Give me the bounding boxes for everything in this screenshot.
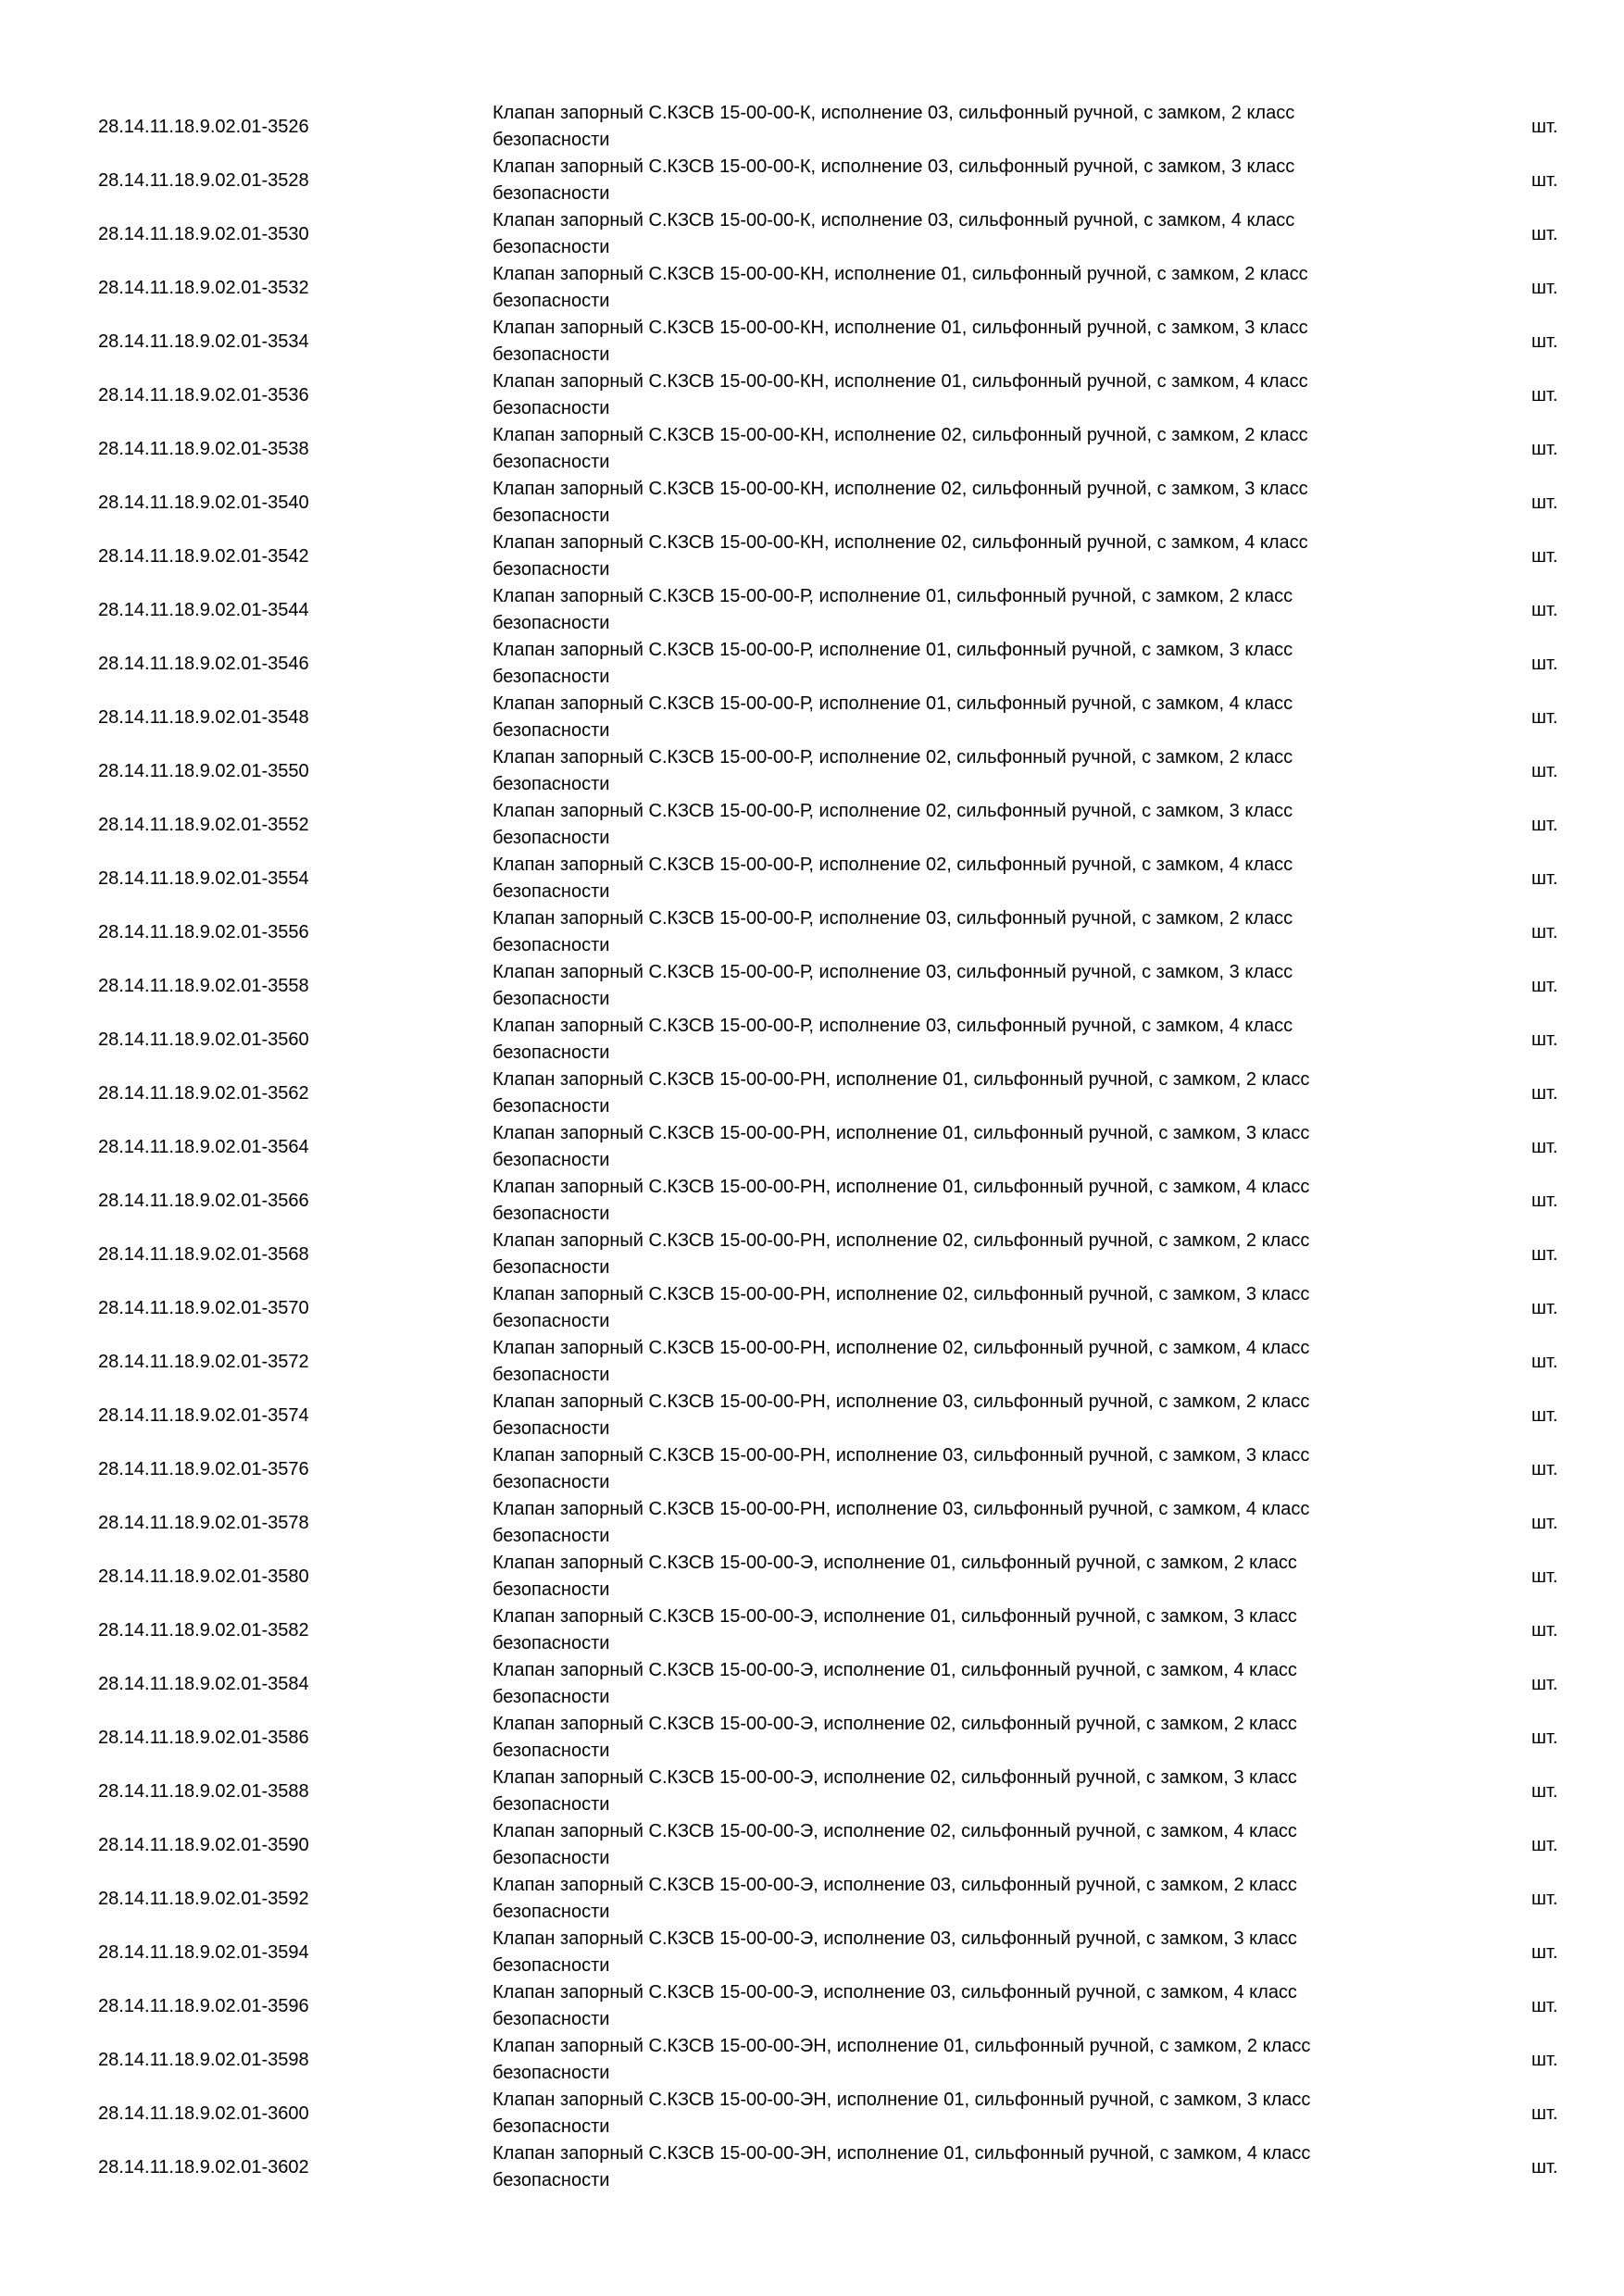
item-description [493, 2087, 1409, 2140]
item-description-line-2: безопасности [493, 1365, 610, 1385]
item-description-line-2: безопасности [493, 2009, 610, 2029]
list-item [0, 744, 1624, 798]
item-unit: шт. [1531, 2103, 1558, 2124]
item-description-line-2: безопасности [493, 1794, 610, 1815]
item-description-line-1: Клапан запорный С.КЗСВ 15-00-00-Р, исполнение 03, сильфонный ручной, с замком, 4 класс [493, 1016, 1293, 1036]
item-description-line-2: безопасности [493, 291, 610, 311]
item-code: 28.14.11.18.9.02.01-3570 [98, 1298, 309, 1318]
list-item [0, 852, 1624, 905]
item-description-line-2: безопасности [493, 667, 610, 687]
list-item [0, 1550, 1624, 1603]
list-item [0, 1389, 1624, 1442]
document-page [0, 100, 1624, 2194]
list-item [0, 1442, 1624, 1496]
item-code: 28.14.11.18.9.02.01-3536 [98, 385, 309, 406]
item-description [493, 1228, 1409, 1281]
item-description [493, 1335, 1409, 1389]
item-unit: шт. [1531, 1083, 1558, 1104]
item-unit: шт. [1531, 117, 1558, 137]
item-description [493, 1174, 1409, 1228]
item-description [493, 422, 1409, 476]
item-description-line-2: безопасности [493, 452, 610, 472]
item-description-line-1: Клапан запорный С.КЗСВ 15-00-00-КН, исполнение 01, сильфонный ручной, с замком, 2 класс [493, 264, 1308, 284]
item-description-line-1: Клапан запорный С.КЗСВ 15-00-00-РН, исполнение 02, сильфонный ручной, с замком, 3 класс [493, 1284, 1310, 1304]
item-code: 28.14.11.18.9.02.01-3526 [98, 117, 309, 137]
item-description-line-1: Клапан запорный С.КЗСВ 15-00-00-Р, исполнение 03, сильфонный ручной, с замком, 3 класс [493, 962, 1293, 982]
list-item [0, 1228, 1624, 1281]
item-code: 28.14.11.18.9.02.01-3556 [98, 922, 309, 942]
item-unit: шт. [1531, 224, 1558, 244]
list-item [0, 1926, 1624, 1979]
item-code: 28.14.11.18.9.02.01-3546 [98, 654, 309, 674]
item-description-line-1: Клапан запорный С.КЗСВ 15-00-00-Э, исполнение 03, сильфонный ручной, с замком, 3 класс [493, 1928, 1297, 1949]
item-code: 28.14.11.18.9.02.01-3548 [98, 707, 309, 728]
item-description-line-2: безопасности [493, 1848, 610, 1868]
item-description [493, 1979, 1409, 2033]
item-description [493, 1818, 1409, 1872]
list-item [0, 422, 1624, 476]
item-description-line-1: Клапан запорный С.КЗСВ 15-00-00-Р, исполнение 02, сильфонный ручной, с замком, 4 класс [493, 855, 1293, 875]
item-code: 28.14.11.18.9.02.01-3544 [98, 600, 309, 620]
item-code: 28.14.11.18.9.02.01-3590 [98, 1835, 309, 1855]
item-unit: шт. [1531, 761, 1558, 781]
item-description-line-2: безопасности [493, 1257, 610, 1278]
list-item [0, 261, 1624, 315]
item-description [493, 1550, 1409, 1603]
item-description [493, 476, 1409, 530]
item-unit: шт. [1531, 1405, 1558, 1426]
item-description-line-2: безопасности [493, 183, 610, 204]
item-unit: шт. [1531, 1191, 1558, 1211]
item-description-line-1: Клапан запорный С.КЗСВ 15-00-00-Э, исполнение 02, сильфонный ручной, с замком, 2 класс [493, 1714, 1297, 1734]
item-unit: шт. [1531, 868, 1558, 889]
item-unit: шт. [1531, 1137, 1558, 1157]
item-code: 28.14.11.18.9.02.01-3532 [98, 278, 309, 298]
item-description [493, 744, 1409, 798]
item-unit: шт. [1531, 1996, 1558, 2016]
list-item [0, 1067, 1624, 1120]
item-unit: шт. [1531, 1835, 1558, 1855]
item-unit: шт. [1531, 1781, 1558, 1802]
item-description [493, 1067, 1409, 1120]
item-description-line-1: Клапан запорный С.КЗСВ 15-00-00-КН, исполнение 01, сильфонный ручной, с замком, 3 класс [493, 318, 1308, 338]
item-description-line-1: Клапан запорный С.КЗСВ 15-00-00-КН, исполнение 02, сильфонный ручной, с замком, 2 класс [493, 425, 1308, 445]
item-list [0, 100, 1624, 2194]
item-code: 28.14.11.18.9.02.01-3584 [98, 1674, 309, 1694]
list-item [0, 637, 1624, 691]
item-unit: шт. [1531, 170, 1558, 191]
item-description-line-1: Клапан запорный С.КЗСВ 15-00-00-Э, исполнение 01, сильфонный ручной, с замком, 4 класс [493, 1660, 1297, 1680]
item-description-line-1: Клапан запорный С.КЗСВ 15-00-00-Р, исполнение 01, сильфонный ручной, с замком, 3 класс [493, 640, 1293, 660]
item-description-line-2: безопасности [493, 1741, 610, 1761]
item-unit: шт. [1531, 2050, 1558, 2070]
item-description-line-1: Клапан запорный С.КЗСВ 15-00-00-КН, исполнение 02, сильфонный ручной, с замком, 4 класс [493, 532, 1308, 553]
item-code: 28.14.11.18.9.02.01-3528 [98, 170, 309, 191]
item-code: 28.14.11.18.9.02.01-3552 [98, 815, 309, 835]
item-code: 28.14.11.18.9.02.01-3554 [98, 868, 309, 889]
item-description-line-1: Клапан запорный С.КЗСВ 15-00-00-Э, исполнение 01, сильфонный ручной, с замком, 3 класс [493, 1606, 1297, 1627]
item-unit: шт. [1531, 1298, 1558, 1318]
item-description [493, 1496, 1409, 1550]
list-item [0, 1335, 1624, 1389]
item-description-line-2: безопасности [493, 1472, 610, 1492]
item-code: 28.14.11.18.9.02.01-3538 [98, 439, 309, 459]
item-code: 28.14.11.18.9.02.01-3572 [98, 1352, 309, 1372]
item-description-line-2: безопасности [493, 2063, 610, 2083]
list-item [0, 1872, 1624, 1926]
item-description-line-2: безопасности [493, 613, 610, 633]
item-code: 28.14.11.18.9.02.01-3562 [98, 1083, 309, 1104]
item-description-line-1: Клапан запорный С.КЗСВ 15-00-00-К, исполнение 03, сильфонный ручной, с замком, 3 класс [493, 156, 1295, 177]
item-unit: шт. [1531, 493, 1558, 513]
item-description-line-2: безопасности [493, 1526, 610, 1546]
list-item [0, 905, 1624, 959]
list-item [0, 368, 1624, 422]
item-description-line-2: безопасности [493, 559, 610, 580]
item-description [493, 1442, 1409, 1496]
item-description-line-1: Клапан запорный С.КЗСВ 15-00-00-КН, исполнение 01, сильфонный ручной, с замком, 4 класс [493, 371, 1308, 392]
list-item [0, 1603, 1624, 1657]
item-unit: шт. [1531, 654, 1558, 674]
item-description [493, 1603, 1409, 1657]
item-description [493, 1389, 1409, 1442]
item-description [493, 852, 1409, 905]
item-description-line-2: безопасности [493, 1418, 610, 1439]
item-unit: шт. [1531, 546, 1558, 567]
item-code: 28.14.11.18.9.02.01-3542 [98, 546, 309, 567]
list-item [0, 315, 1624, 368]
item-description [493, 1657, 1409, 1711]
item-unit: шт. [1531, 1566, 1558, 1587]
item-unit: шт. [1531, 815, 1558, 835]
item-code: 28.14.11.18.9.02.01-3534 [98, 331, 309, 352]
item-description [493, 1872, 1409, 1926]
list-item [0, 530, 1624, 583]
item-description-line-2: безопасности [493, 1096, 610, 1117]
list-item [0, 1818, 1624, 1872]
item-description-line-1: Клапан запорный С.КЗСВ 15-00-00-РН, исполнение 01, сильфонный ручной, с замком, 4 класс [493, 1177, 1310, 1197]
list-item [0, 1281, 1624, 1335]
list-item [0, 798, 1624, 852]
item-unit: шт. [1531, 1620, 1558, 1641]
item-description [493, 100, 1409, 154]
item-description [493, 530, 1409, 583]
item-code: 28.14.11.18.9.02.01-3594 [98, 1942, 309, 1963]
item-description-line-1: Клапан запорный С.КЗСВ 15-00-00-Э, исполнение 03, сильфонный ручной, с замком, 2 класс [493, 1875, 1297, 1895]
item-unit: шт. [1531, 1889, 1558, 1909]
item-description-line-1: Клапан запорный С.КЗСВ 15-00-00-РН, исполнение 03, сильфонный ручной, с замком, 2 класс [493, 1391, 1310, 1412]
item-description [493, 1013, 1409, 1067]
list-item [0, 959, 1624, 1013]
item-description-line-1: Клапан запорный С.КЗСВ 15-00-00-ЭН, исполнение 01, сильфонный ручной, с замком, 2 класс [493, 2036, 1311, 2056]
item-unit: шт. [1531, 1459, 1558, 1479]
item-description-line-2: безопасности [493, 1902, 610, 1922]
item-description [493, 315, 1409, 368]
item-description [493, 261, 1409, 315]
item-description-line-2: безопасности [493, 774, 610, 794]
item-description-line-1: Клапан запорный С.КЗСВ 15-00-00-ЭН, исполнение 01, сильфонный ручной, с замком, 4 класс [493, 2143, 1311, 2164]
item-unit: шт. [1531, 1244, 1558, 1265]
item-unit: шт. [1531, 1029, 1558, 1050]
item-description-line-2: безопасности [493, 1042, 610, 1063]
item-code: 28.14.11.18.9.02.01-3592 [98, 1889, 309, 1909]
list-item [0, 154, 1624, 207]
item-description-line-1: Клапан запорный С.КЗСВ 15-00-00-К, исполнение 03, сильфонный ручной, с замком, 2 класс [493, 103, 1295, 123]
item-unit: шт. [1531, 2157, 1558, 2177]
list-item [0, 583, 1624, 637]
item-unit: шт. [1531, 439, 1558, 459]
item-description-line-1: Клапан запорный С.КЗСВ 15-00-00-Э, исполнение 01, сильфонный ручной, с замком, 2 класс [493, 1553, 1297, 1573]
item-code: 28.14.11.18.9.02.01-3574 [98, 1405, 309, 1426]
item-description-line-2: безопасности [493, 828, 610, 848]
item-code: 28.14.11.18.9.02.01-3560 [98, 1029, 309, 1050]
list-item [0, 1120, 1624, 1174]
item-description-line-1: Клапан запорный С.КЗСВ 15-00-00-РН, исполнение 03, сильфонный ручной, с замком, 4 класс [493, 1499, 1310, 1519]
item-unit: шт. [1531, 1513, 1558, 1533]
item-description-line-1: Клапан запорный С.КЗСВ 15-00-00-Р, исполнение 03, сильфонный ручной, с замком, 2 класс [493, 908, 1293, 929]
item-description [493, 1281, 1409, 1335]
item-description-line-2: безопасности [493, 344, 610, 365]
item-code: 28.14.11.18.9.02.01-3588 [98, 1781, 309, 1802]
item-description-line-1: Клапан запорный С.КЗСВ 15-00-00-Р, исполнение 01, сильфонный ручной, с замком, 4 класс [493, 693, 1293, 714]
item-description [493, 2140, 1409, 2194]
item-unit: шт. [1531, 976, 1558, 996]
item-description-line-1: Клапан запорный С.КЗСВ 15-00-00-РН, исполнение 01, сильфонный ручной, с замком, 2 класс [493, 1069, 1310, 1090]
list-item [0, 1174, 1624, 1228]
item-description-line-1: Клапан запорный С.КЗСВ 15-00-00-Э, исполнение 02, сильфонный ручной, с замком, 3 класс [493, 1767, 1297, 1788]
item-description-line-2: безопасности [493, 505, 610, 526]
item-code: 28.14.11.18.9.02.01-3600 [98, 2103, 309, 2124]
item-description-line-2: безопасности [493, 1204, 610, 1224]
item-description [493, 1765, 1409, 1818]
item-description-line-2: безопасности [493, 2170, 610, 2190]
item-description-line-2: безопасности [493, 1150, 610, 1170]
list-item [0, 2033, 1624, 2087]
item-description [493, 1926, 1409, 1979]
item-description-line-2: безопасности [493, 2116, 610, 2137]
list-item [0, 2087, 1624, 2140]
item-code: 28.14.11.18.9.02.01-3566 [98, 1191, 309, 1211]
item-description [493, 368, 1409, 422]
list-item [0, 100, 1624, 154]
item-code: 28.14.11.18.9.02.01-3576 [98, 1459, 309, 1479]
item-description-line-1: Клапан запорный С.КЗСВ 15-00-00-ЭН, исполнение 01, сильфонный ручной, с замком, 3 класс [493, 2090, 1311, 2110]
item-description-line-2: безопасности [493, 1579, 610, 1600]
item-description [493, 154, 1409, 207]
item-code: 28.14.11.18.9.02.01-3558 [98, 976, 309, 996]
item-unit: шт. [1531, 922, 1558, 942]
item-unit: шт. [1531, 1352, 1558, 1372]
item-code: 28.14.11.18.9.02.01-3580 [98, 1566, 309, 1587]
item-description-line-2: безопасности [493, 1955, 610, 1976]
item-description [493, 637, 1409, 691]
list-item [0, 2140, 1624, 2194]
item-description-line-1: Клапан запорный С.КЗСВ 15-00-00-РН, исполнение 01, сильфонный ручной, с замком, 3 класс [493, 1123, 1310, 1143]
item-description-line-1: Клапан запорный С.КЗСВ 15-00-00-РН, исполнение 03, сильфонный ручной, с замком, 3 класс [493, 1445, 1310, 1466]
item-unit: шт. [1531, 331, 1558, 352]
item-description-line-2: безопасности [493, 237, 610, 257]
item-description-line-1: Клапан запорный С.КЗСВ 15-00-00-КН, исполнение 02, сильфонный ручной, с замком, 3 класс [493, 479, 1308, 499]
item-description-line-1: Клапан запорный С.КЗСВ 15-00-00-Р, исполнение 01, сильфонный ручной, с замком, 2 класс [493, 586, 1293, 606]
item-unit: шт. [1531, 278, 1558, 298]
list-item [0, 1711, 1624, 1765]
item-description [493, 905, 1409, 959]
item-code: 28.14.11.18.9.02.01-3586 [98, 1728, 309, 1748]
list-item [0, 1496, 1624, 1550]
item-description [493, 691, 1409, 744]
list-item [0, 1979, 1624, 2033]
item-description-line-2: безопасности [493, 935, 610, 955]
list-item [0, 1013, 1624, 1067]
item-description [493, 1711, 1409, 1765]
item-code: 28.14.11.18.9.02.01-3602 [98, 2157, 309, 2177]
item-description-line-2: безопасности [493, 989, 610, 1009]
list-item [0, 1765, 1624, 1818]
item-description-line-2: безопасности [493, 881, 610, 902]
list-item [0, 1657, 1624, 1711]
item-description-line-1: Клапан запорный С.КЗСВ 15-00-00-Э, исполнение 02, сильфонный ручной, с замком, 4 класс [493, 1821, 1297, 1841]
item-unit: шт. [1531, 385, 1558, 406]
list-item [0, 476, 1624, 530]
item-description-line-2: безопасности [493, 1311, 610, 1331]
item-description-line-2: безопасности [493, 1633, 610, 1653]
item-description-line-1: Клапан запорный С.КЗСВ 15-00-00-Р, исполнение 02, сильфонный ручной, с замком, 2 класс [493, 747, 1293, 767]
item-description-line-1: Клапан запорный С.КЗСВ 15-00-00-К, исполнение 03, сильфонный ручной, с замком, 4 класс [493, 210, 1295, 231]
item-code: 28.14.11.18.9.02.01-3540 [98, 493, 309, 513]
item-description [493, 1120, 1409, 1174]
item-code: 28.14.11.18.9.02.01-3564 [98, 1137, 309, 1157]
item-unit: шт. [1531, 707, 1558, 728]
item-description [493, 798, 1409, 852]
item-description [493, 583, 1409, 637]
item-code: 28.14.11.18.9.02.01-3598 [98, 2050, 309, 2070]
item-description-line-2: безопасности [493, 720, 610, 741]
item-description-line-1: Клапан запорный С.КЗСВ 15-00-00-Э, исполнение 03, сильфонный ручной, с замком, 4 класс [493, 1982, 1297, 2003]
item-description-line-1: Клапан запорный С.КЗСВ 15-00-00-РН, исполнение 02, сильфонный ручной, с замком, 4 класс [493, 1338, 1310, 1358]
item-unit: шт. [1531, 1674, 1558, 1694]
item-code: 28.14.11.18.9.02.01-3550 [98, 761, 309, 781]
item-code: 28.14.11.18.9.02.01-3596 [98, 1996, 309, 2016]
list-item [0, 207, 1624, 261]
item-unit: шт. [1531, 600, 1558, 620]
item-description-line-1: Клапан запорный С.КЗСВ 15-00-00-Р, исполнение 02, сильфонный ручной, с замком, 3 класс [493, 801, 1293, 821]
item-unit: шт. [1531, 1728, 1558, 1748]
item-code: 28.14.11.18.9.02.01-3582 [98, 1620, 309, 1641]
item-code: 28.14.11.18.9.02.01-3578 [98, 1513, 309, 1533]
item-code: 28.14.11.18.9.02.01-3530 [98, 224, 309, 244]
item-description-line-2: безопасности [493, 398, 610, 418]
list-item [0, 691, 1624, 744]
item-description [493, 2033, 1409, 2087]
item-description-line-2: безопасности [493, 1687, 610, 1707]
item-unit: шт. [1531, 1942, 1558, 1963]
item-description [493, 959, 1409, 1013]
item-description-line-1: Клапан запорный С.КЗСВ 15-00-00-РН, исполнение 02, сильфонный ручной, с замком, 2 класс [493, 1230, 1310, 1251]
item-description-line-2: безопасности [493, 130, 610, 150]
item-description [493, 207, 1409, 261]
item-code: 28.14.11.18.9.02.01-3568 [98, 1244, 309, 1265]
